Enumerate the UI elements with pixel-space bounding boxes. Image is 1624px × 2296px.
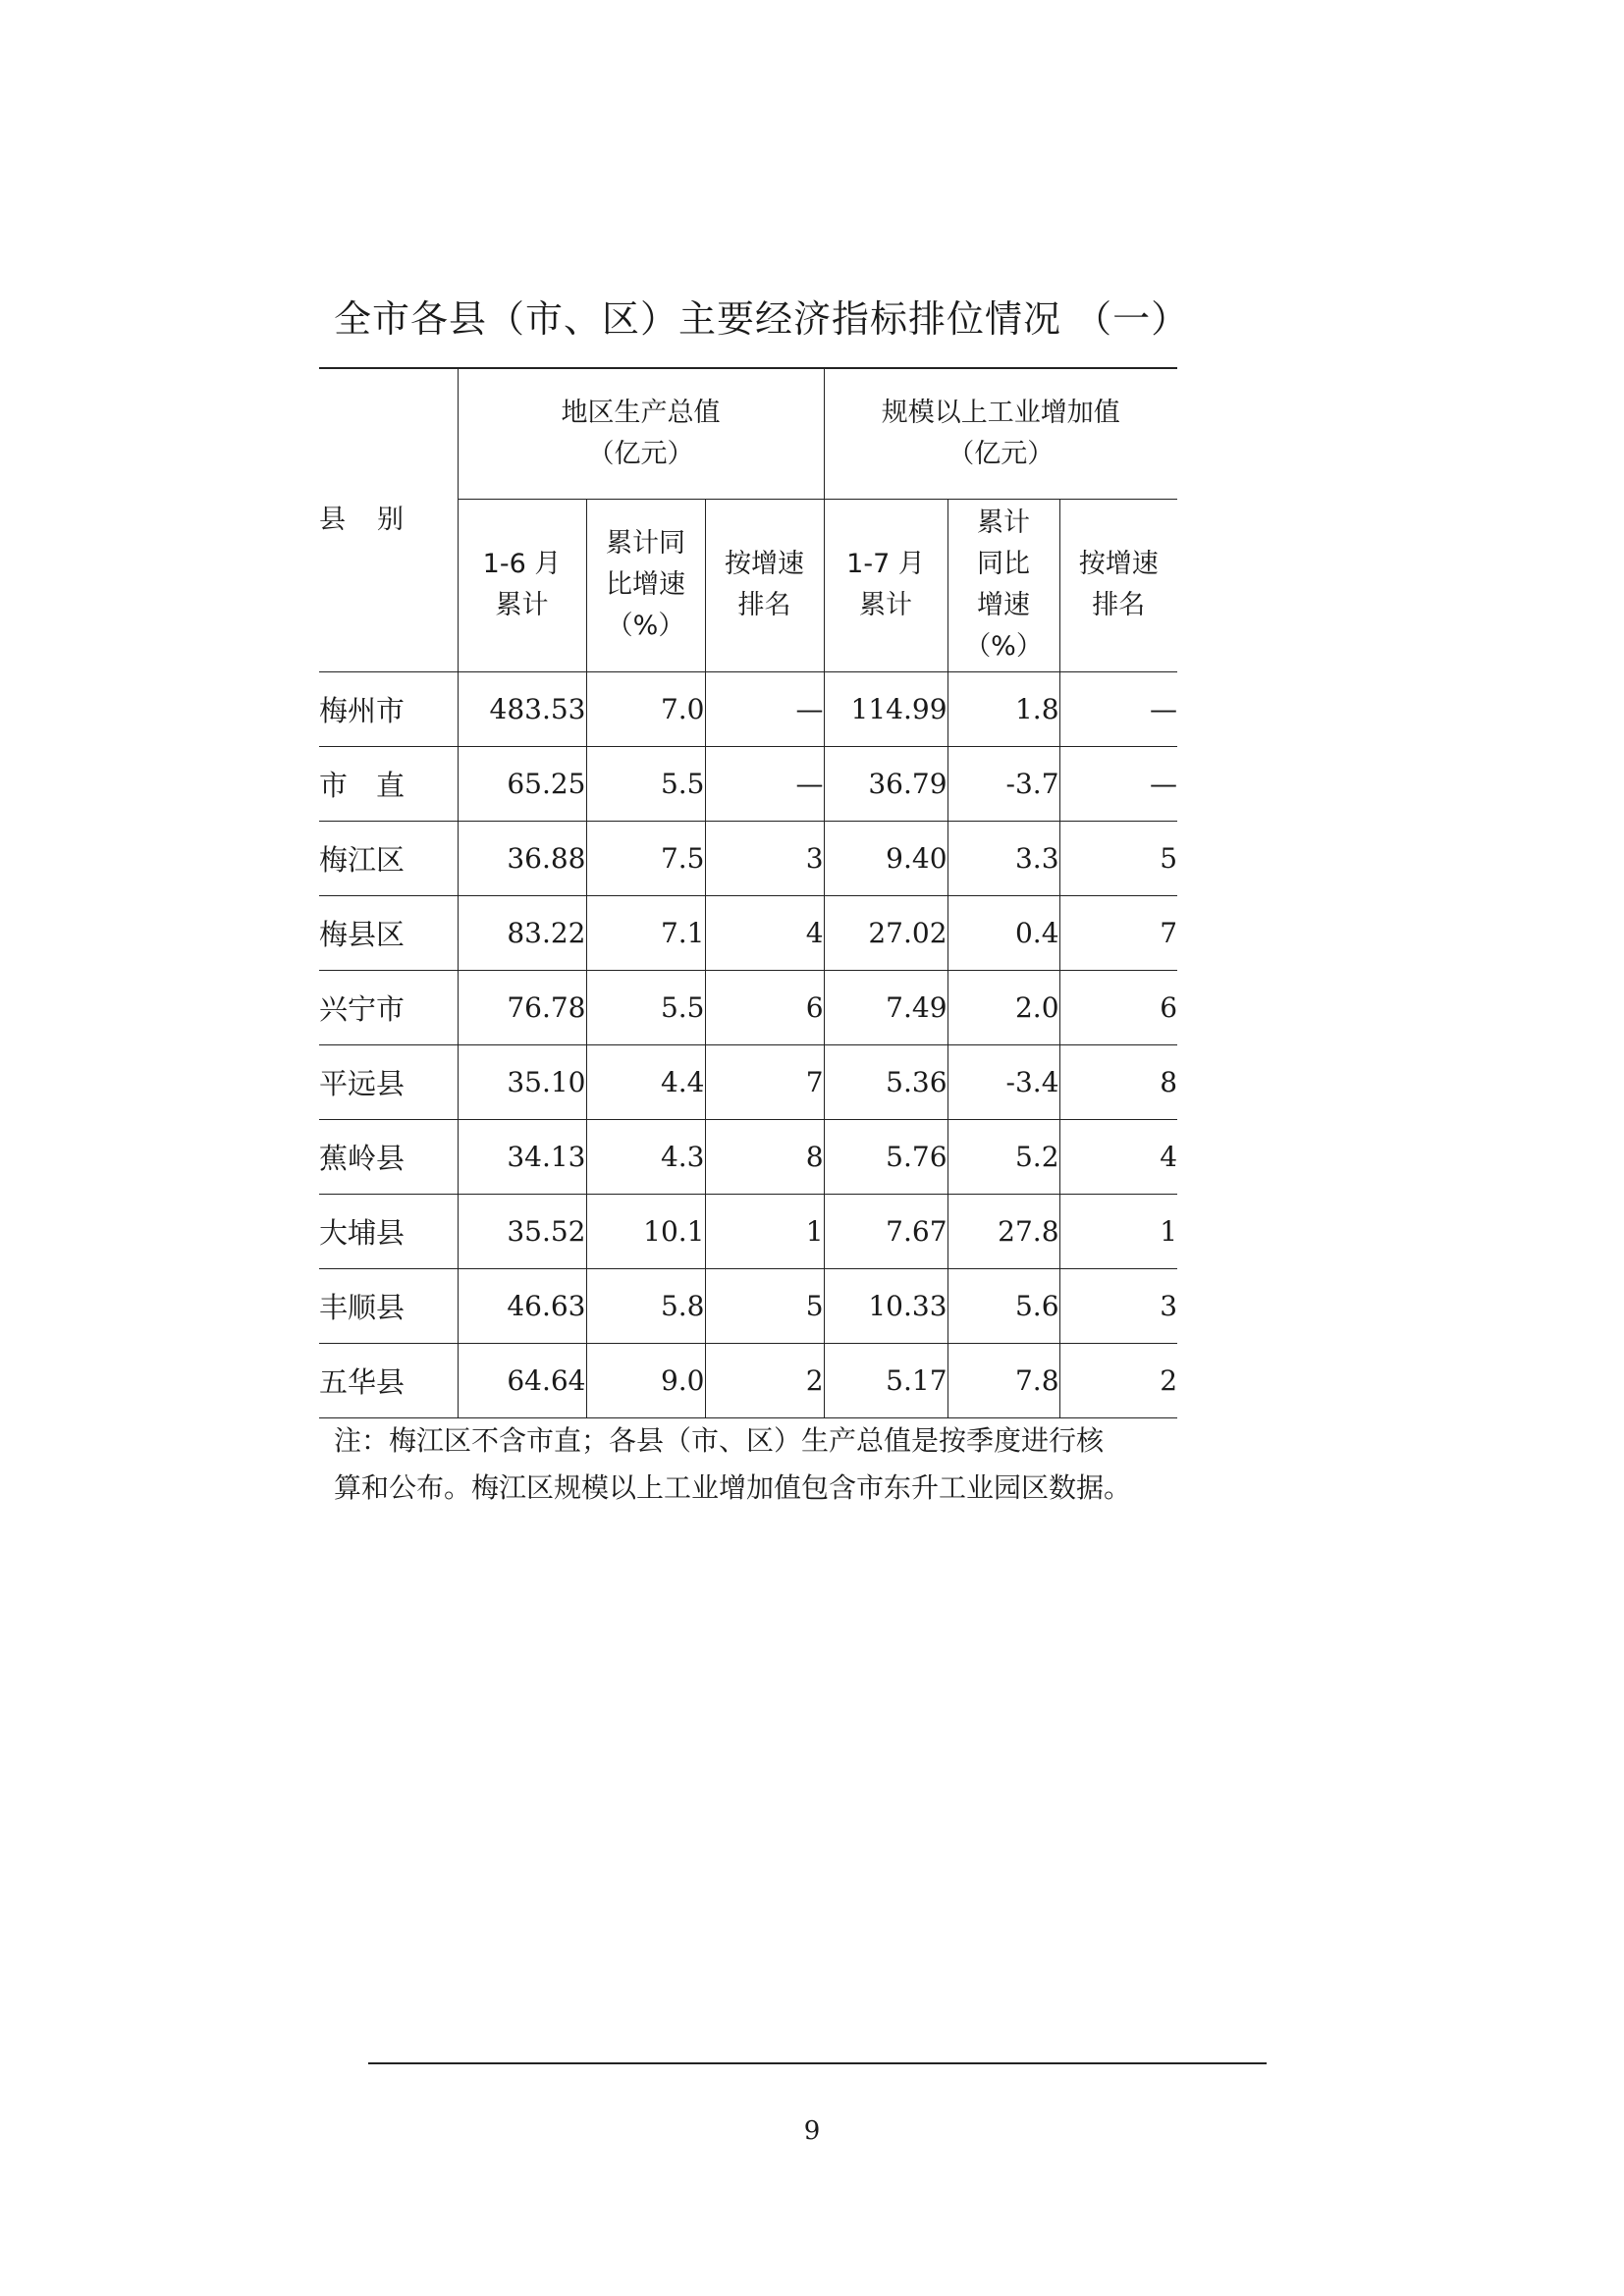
gdp-growth-header: 累计同 比增速 （%）	[586, 499, 705, 671]
gdp-growth-cell: 5.5	[586, 746, 705, 821]
gdp-growth-cell: 5.8	[586, 1268, 705, 1343]
industry-cumulative-cell: 114.99	[824, 671, 947, 746]
gdp-rank-cell: 2	[705, 1343, 824, 1417]
gdp-cumulative-cell: 46.63	[458, 1268, 586, 1343]
gdp-cumulative-cell: 64.64	[458, 1343, 586, 1417]
gdp-growth-cell: 7.0	[586, 671, 705, 746]
industry-cumulative-cell: 7.67	[824, 1194, 947, 1268]
industry-growth-cell: -3.4	[947, 1044, 1059, 1119]
county-name: 梅江区	[319, 821, 458, 895]
county-name: 平远县	[319, 1044, 458, 1119]
industry-growth-cell: 5.6	[947, 1268, 1059, 1343]
industry-rank-cell: 4	[1059, 1119, 1177, 1194]
table-row	[319, 1343, 1177, 1417]
gdp-cumulative-cell: 35.10	[458, 1044, 586, 1119]
table-row	[319, 1194, 1177, 1268]
table-row	[319, 1119, 1177, 1194]
gdp-cumulative-cell: 76.78	[458, 970, 586, 1044]
gdp-rank-cell: 4	[705, 895, 824, 970]
table-row	[319, 746, 1177, 821]
gdp-growth-cell: 4.4	[586, 1044, 705, 1119]
industry-rank-cell: 6	[1059, 970, 1177, 1044]
gdp-rank-cell: 8	[705, 1119, 824, 1194]
industry-rank-cell: 1	[1059, 1194, 1177, 1268]
industry-growth-cell: 3.3	[947, 821, 1059, 895]
industry-growth-cell: -3.7	[947, 746, 1059, 821]
county-name: 蕉岭县	[319, 1119, 458, 1194]
industry-growth-cell: 5.2	[947, 1119, 1059, 1194]
header-row-group	[319, 368, 1177, 499]
table-row	[319, 671, 1177, 746]
gdp-cumulative-cell: 35.52	[458, 1194, 586, 1268]
industry-rank-cell: 2	[1059, 1343, 1177, 1417]
industry-cumulative-cell: 9.40	[824, 821, 947, 895]
industry-growth-cell: 7.8	[947, 1343, 1059, 1417]
gdp-group-header: 地区生产总值 （亿元）	[458, 368, 824, 499]
table-row	[319, 1268, 1177, 1343]
gdp-growth-cell: 7.1	[586, 895, 705, 970]
industry-cumulative-cell: 5.76	[824, 1119, 947, 1194]
gdp-growth-cell: 9.0	[586, 1343, 705, 1417]
gdp-rank-cell: 6	[705, 970, 824, 1044]
county-name: 大埔县	[319, 1194, 458, 1268]
gdp-rank-cell: 7	[705, 1044, 824, 1119]
industry-cumulative-cell: 7.49	[824, 970, 947, 1044]
industry-cumulative-cell: 5.36	[824, 1044, 947, 1119]
county-name: 丰顺县	[319, 1268, 458, 1343]
county-name: 五华县	[319, 1343, 458, 1417]
table-row	[319, 970, 1177, 1044]
industry-group-header: 规模以上工业增加值 （亿元）	[824, 368, 1177, 499]
industry-rank-cell: 8	[1059, 1044, 1177, 1119]
table-row	[319, 895, 1177, 970]
gdp-growth-cell: 4.3	[586, 1119, 705, 1194]
industry-cumulative-header: 1-7 月 累计	[824, 499, 947, 671]
industry-growth-header: 累计 同比 增速 （%）	[947, 499, 1059, 671]
footnote-line: 注：梅江区不含市直；各县（市、区）生产总值是按季度进行核	[334, 1424, 1105, 1457]
gdp-rank-header: 按增速 排名	[705, 499, 824, 671]
footnote-line: 算和公布。梅江区规模以上工业增加值包含市东升工业园区数据。	[334, 1471, 1132, 1504]
economic-indicators-table	[319, 367, 1177, 1418]
industry-rank-header: 按增速 排名	[1059, 499, 1177, 671]
gdp-growth-cell: 10.1	[586, 1194, 705, 1268]
industry-rank-cell: 3	[1059, 1268, 1177, 1343]
gdp-cumulative-cell: 65.25	[458, 746, 586, 821]
footer-divider	[368, 2062, 1267, 2064]
gdp-cumulative-cell: 483.53	[458, 671, 586, 746]
county-header: 县 别	[319, 368, 458, 671]
industry-growth-cell: 2.0	[947, 970, 1059, 1044]
gdp-growth-cell: 7.5	[586, 821, 705, 895]
gdp-growth-cell: 5.5	[586, 970, 705, 1044]
county-name: 梅州市	[319, 671, 458, 746]
gdp-rank-cell: 5	[705, 1268, 824, 1343]
industry-growth-cell: 1.8	[947, 671, 1059, 746]
county-name: 市 直	[319, 746, 458, 821]
gdp-cumulative-header: 1-6 月 累计	[458, 499, 586, 671]
industry-cumulative-cell: 27.02	[824, 895, 947, 970]
gdp-rank-cell: —	[705, 671, 824, 746]
industry-rank-cell: 5	[1059, 821, 1177, 895]
industry-cumulative-cell: 36.79	[824, 746, 947, 821]
table-row	[319, 1044, 1177, 1119]
industry-growth-cell: 27.8	[947, 1194, 1059, 1268]
gdp-rank-cell: —	[705, 746, 824, 821]
gdp-cumulative-cell: 34.13	[458, 1119, 586, 1194]
gdp-rank-cell: 3	[705, 821, 824, 895]
page-number: 9	[803, 2116, 821, 2146]
gdp-rank-cell: 1	[705, 1194, 824, 1268]
table-row	[319, 821, 1177, 895]
gdp-cumulative-cell: 36.88	[458, 821, 586, 895]
county-name: 梅县区	[319, 895, 458, 970]
industry-rank-cell: —	[1059, 746, 1177, 821]
county-name: 兴宁市	[319, 970, 458, 1044]
industry-cumulative-cell: 10.33	[824, 1268, 947, 1343]
gdp-cumulative-cell: 83.22	[458, 895, 586, 970]
table-footnote	[334, 1417, 1178, 1512]
industry-rank-cell: —	[1059, 671, 1177, 746]
industry-cumulative-cell: 5.17	[824, 1343, 947, 1417]
industry-rank-cell: 7	[1059, 895, 1177, 970]
page-title: 全市各县（市、区）主要经济指标排位情况 （一）	[334, 297, 1190, 341]
industry-growth-cell: 0.4	[947, 895, 1059, 970]
